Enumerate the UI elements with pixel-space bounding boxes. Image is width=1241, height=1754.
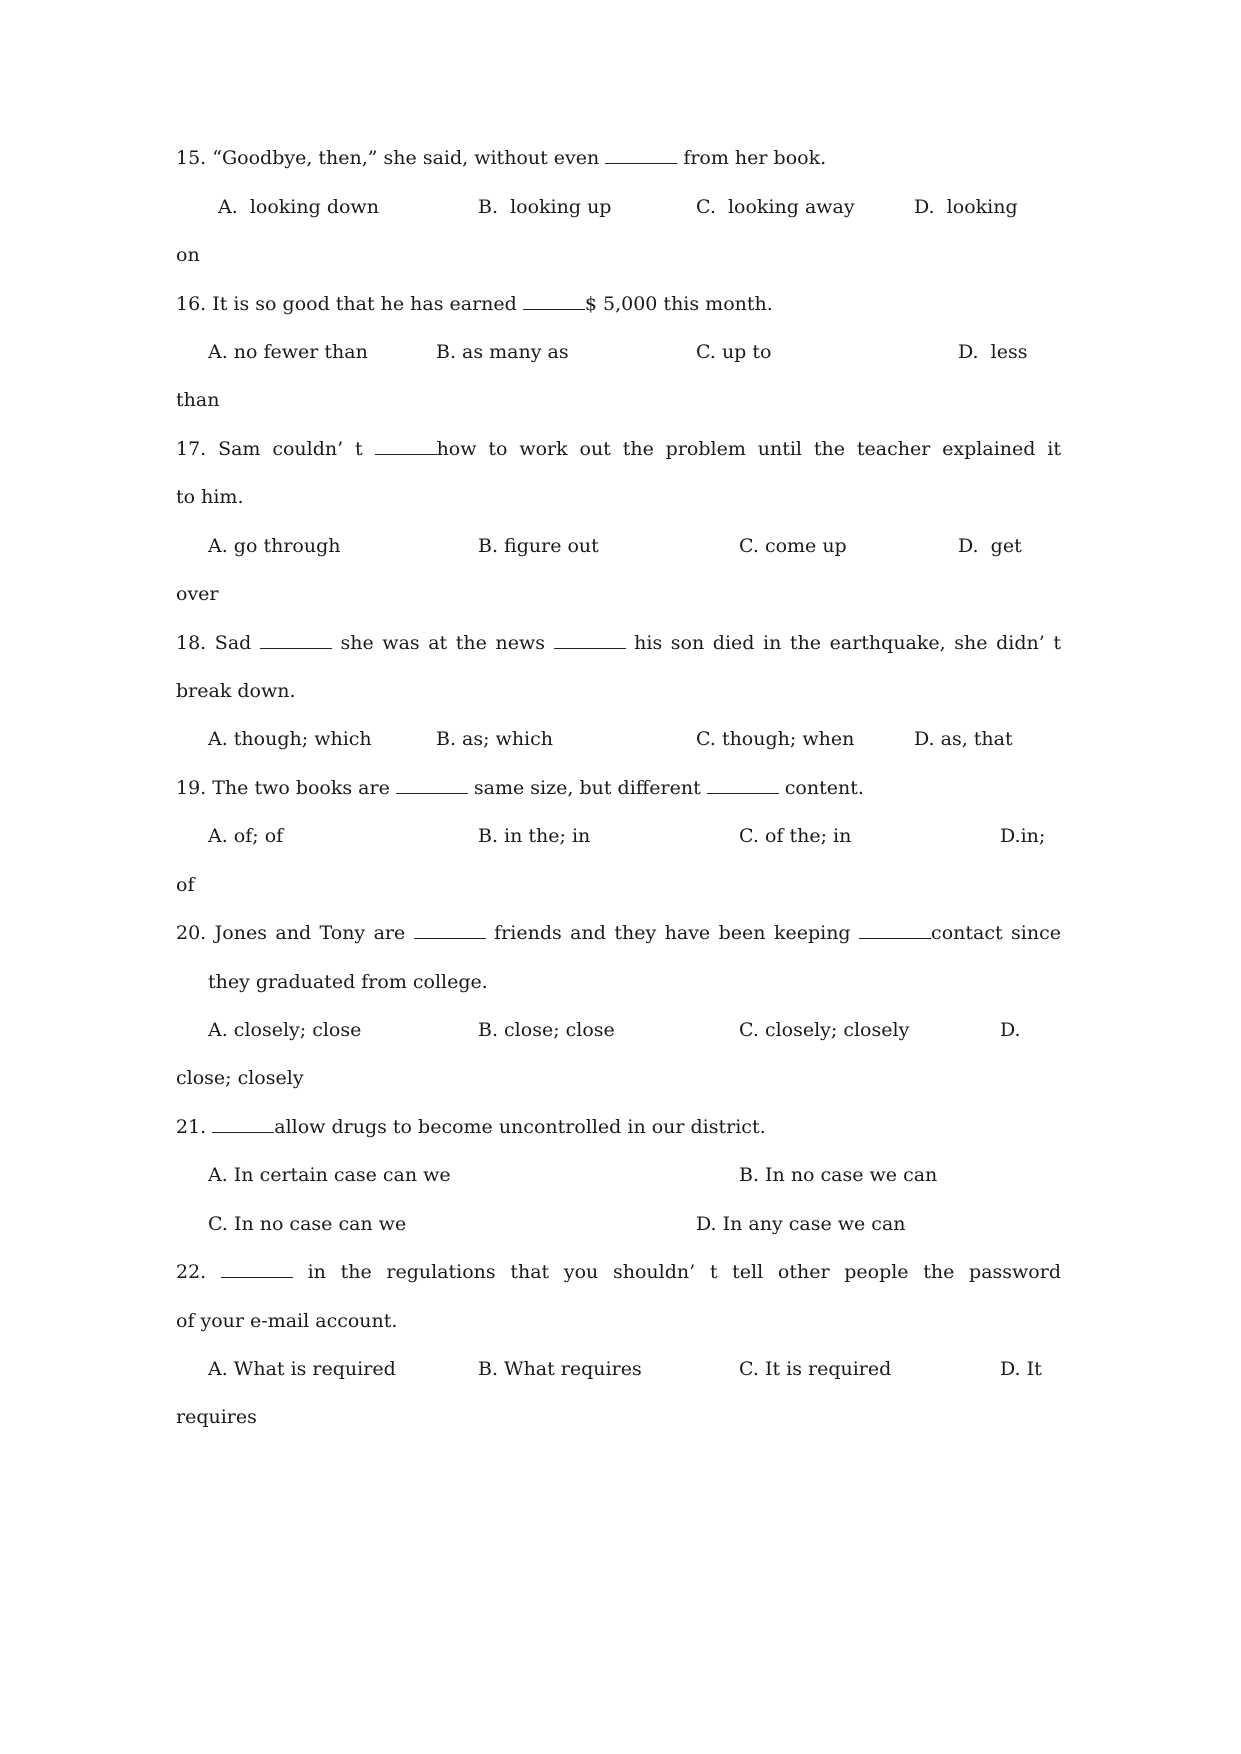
question-20-stem: 20. Jones and Tony are friends and they have been keeping contact since	[176, 918, 1061, 948]
question-21-options-row-2	[176, 1209, 1061, 1239]
option-a: A. no fewer than	[208, 341, 368, 363]
question-16-option-wrap: than	[176, 389, 220, 411]
option-d: D. looking	[914, 196, 1018, 218]
option-b: B. In no case we can	[739, 1164, 938, 1186]
question-15-options	[176, 192, 1061, 222]
option-b: B. as; which	[436, 728, 554, 750]
question-18-stem: 18. Sad she was at the news his son died in the earthquake, she didn’ t	[176, 628, 1061, 658]
option-d: D. get	[958, 535, 1022, 557]
option-a: A. looking down	[218, 196, 379, 218]
option-b: B. looking up	[478, 196, 612, 218]
option-c: C. up to	[696, 341, 772, 363]
option-b: B. close; close	[478, 1019, 615, 1041]
question-19-stem: 19. The two books are same size, but different content.	[176, 773, 1061, 803]
answer-blank	[523, 289, 585, 310]
option-a: A. of; of	[208, 825, 284, 847]
answer-blank	[260, 628, 332, 649]
option-d: D. as, that	[914, 728, 1013, 750]
question-22-options	[176, 1354, 1061, 1384]
question-20-stem-continued: they graduated from college.	[208, 971, 488, 993]
option-a: A. though; which	[208, 728, 372, 750]
question-20-options	[176, 1015, 1061, 1045]
option-d: D. In any case we can	[696, 1213, 906, 1235]
option-d: D. It	[1000, 1358, 1042, 1380]
answer-blank	[414, 918, 486, 939]
option-d: D.in;	[1000, 825, 1046, 847]
question-18-stem-continued: break down.	[176, 680, 296, 702]
option-c: C. closely; closely	[739, 1019, 910, 1041]
option-d: D.	[1000, 1019, 1021, 1041]
question-15-option-wrap: on	[176, 244, 200, 266]
question-22-stem: 22. in the regulations that you shouldn’ t tell other people the password	[176, 1257, 1061, 1287]
question-21-stem: 21. allow drugs to become uncontrolled in our district.	[176, 1112, 1061, 1142]
question-19-options	[176, 821, 1061, 851]
option-b: B. in the; in	[478, 825, 591, 847]
question-16-options	[176, 337, 1061, 367]
answer-blank	[396, 773, 468, 794]
question-16-stem: 16. It is so good that he has earned $ 5,000 this month.	[176, 289, 1061, 319]
option-a: A. go through	[208, 535, 341, 557]
question-17-options	[176, 531, 1061, 561]
question-22-stem-continued: of your e-mail account.	[176, 1310, 398, 1332]
question-17-stem: 17. Sam couldn’ t how to work out the problem until the teacher explained it	[176, 434, 1061, 464]
option-b: B. figure out	[478, 535, 599, 557]
answer-blank	[859, 918, 931, 939]
question-18-options	[176, 724, 1061, 754]
question-17-stem-continued: to him.	[176, 486, 244, 508]
option-c: C. though; when	[696, 728, 855, 750]
question-22-option-wrap: requires	[176, 1406, 257, 1428]
answer-blank	[707, 773, 779, 794]
option-c: C. of the; in	[739, 825, 852, 847]
option-c: C. come up	[739, 535, 847, 557]
option-a: A. In certain case can we	[208, 1164, 451, 1186]
answer-blank	[221, 1257, 293, 1278]
option-d: D. less	[958, 341, 1028, 363]
option-a: A. closely; close	[208, 1019, 362, 1041]
question-21-options-row-1	[176, 1160, 1061, 1190]
question-19-option-wrap: of	[176, 874, 195, 896]
answer-blank	[375, 434, 437, 455]
answer-blank	[554, 628, 626, 649]
question-20-option-wrap: close; closely	[176, 1067, 304, 1089]
option-a: A. What is required	[208, 1358, 396, 1380]
answer-blank	[212, 1112, 274, 1133]
question-17-option-wrap: over	[176, 583, 219, 605]
question-15-stem: 15. “Goodbye, then,” she said, without even from her book.	[176, 143, 1061, 173]
option-c: C. looking away	[696, 196, 855, 218]
answer-blank	[605, 143, 677, 164]
option-c: C. In no case can we	[208, 1213, 407, 1235]
option-b: B. as many as	[436, 341, 569, 363]
option-b: B. What requires	[478, 1358, 642, 1380]
option-c: C. It is required	[739, 1358, 892, 1380]
